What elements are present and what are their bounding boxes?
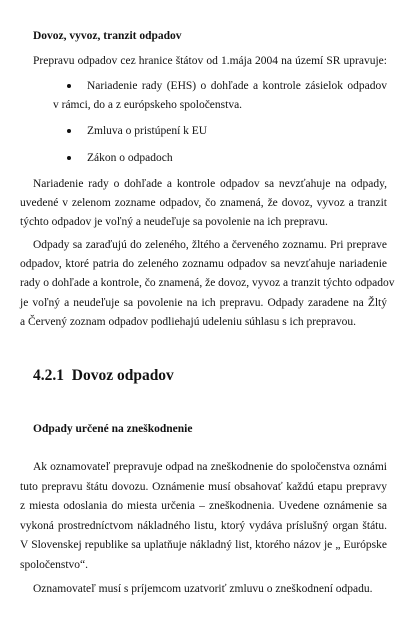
subsection-number: 4.2.1 bbox=[33, 367, 64, 384]
paragraph-line: V Slovenskej republike sa uplatňuje nákladný list, ktorého názov je „ Európske bbox=[20, 539, 387, 551]
subsection-title: Dovoz odpadov bbox=[71, 367, 174, 384]
paragraph-line: týchto odpadov je voľný a neudeľuje sa povolenie na ich prepravu. bbox=[20, 216, 328, 228]
subsection-heading bbox=[33, 367, 174, 385]
paragraph-line: Odpady sa zaraďujú do zeleného, žltého a červeného zoznamu. Pri preprave bbox=[33, 239, 387, 251]
intro-line: Prepravu odpadov cez hranice štátov od 1.mája 2004 na území SR upravuje: bbox=[33, 55, 387, 67]
bullet-text: Zákon o odpadoch bbox=[87, 152, 173, 164]
bullet-text: Zmluva o pristúpení k EU bbox=[87, 125, 208, 137]
paragraph-line: z miesta odoslania do miesta určenia – zneškodnenia. Uvedene oznámenie sa bbox=[20, 500, 387, 512]
paragraph-line: odpadov, ktoré patria do zeleného zoznamu odpadov sa nevzťahuje nariadenie bbox=[20, 258, 387, 270]
paragraph-line: vykoná prostredníctvom nákladného listu, ktorý vydáva príslušný organ štátu. bbox=[20, 520, 387, 532]
paragraph-line: je voľný a neudeľuje sa povolenie na ich prepravu. Odpady zaradene na Žltý bbox=[20, 297, 387, 309]
paragraph-line: a Červený zoznam odpadov podliehajú udeleniu súhlasu s ich prepravou. bbox=[20, 316, 356, 328]
paragraph-line: tuto prepravu štátu dovozu. Oznámenie musí obsahovať každú etapu prepravy bbox=[20, 481, 387, 493]
paragraph-line: Oznamovateľ musí s príjemcom uzatvoriť zmluvu o zneškodnení odpadu. bbox=[33, 583, 373, 595]
bullet-text: Nariadenie rady (EHS) o dohľade a kontrole zásielok odpadov bbox=[87, 80, 387, 92]
paragraph-line: rady o dohľade a kontrole, čo znamená, že dovoz, vyvoz a tranzit týchto odpadov bbox=[20, 277, 395, 289]
paragraph-line: uvedené v zelenom zozname odpadov, čo znamená, že dovoz, vyvoz a tranzit bbox=[20, 197, 387, 209]
paragraph-line: Ak oznamovateľ prepravuje odpad na zneškodnenie do spoločenstva oznámi bbox=[33, 461, 387, 473]
paragraph-line: spoločenstvo“. bbox=[20, 559, 89, 571]
bullet-dot-icon bbox=[67, 129, 71, 133]
subheading: Odpady určené na zneškodnenie bbox=[33, 423, 193, 435]
bullet-dot-icon bbox=[67, 156, 71, 160]
bullet-text-continuation: v rámci, do a z európskeho spoločenstva. bbox=[53, 99, 243, 111]
bullet-dot-icon bbox=[67, 84, 71, 88]
section-heading: Dovoz, vyvoz, tranzit odpadov bbox=[33, 30, 182, 42]
paragraph-line: Nariadenie rady o dohľade a kontrole odpadov sa nevzťahuje na odpady, bbox=[33, 178, 387, 190]
